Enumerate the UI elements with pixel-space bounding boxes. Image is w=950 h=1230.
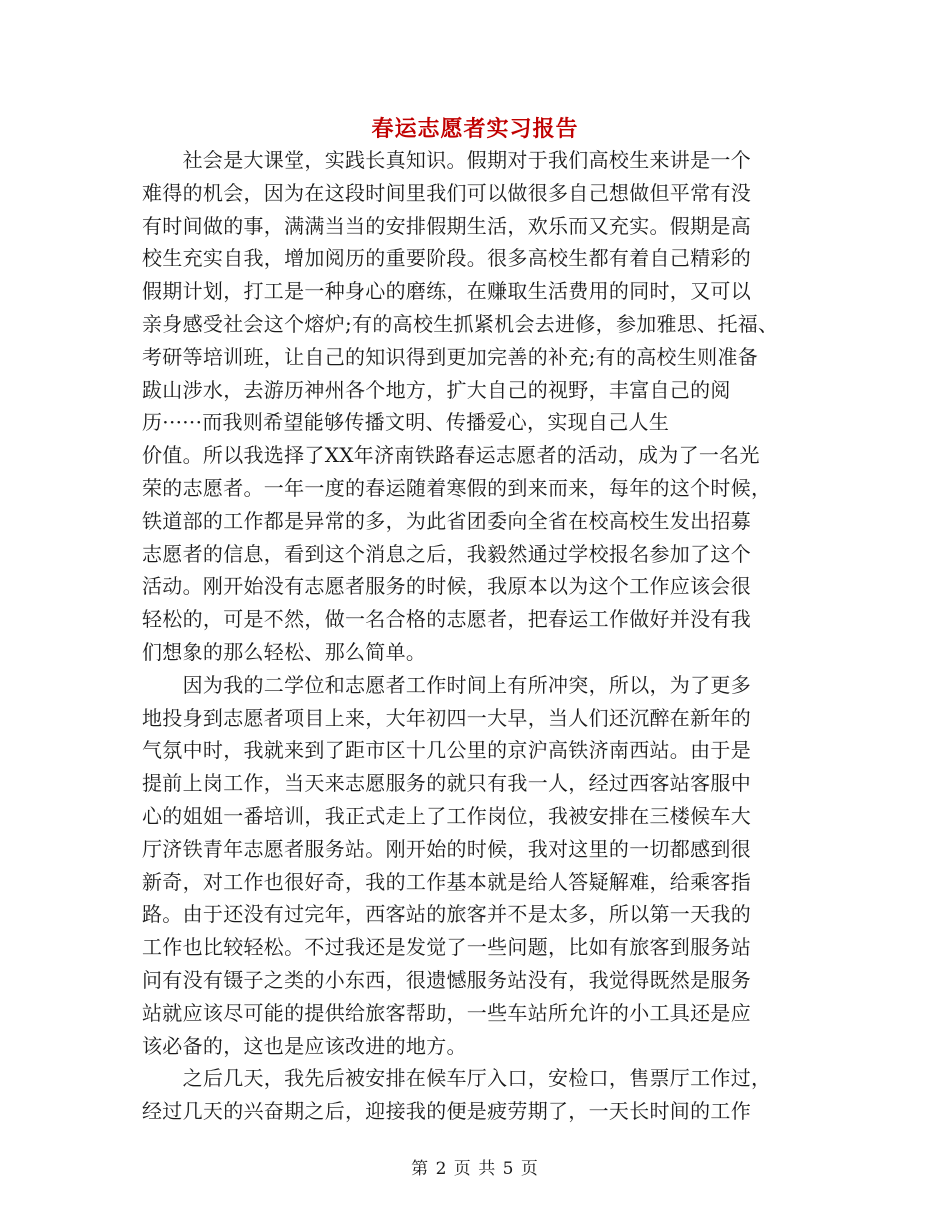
body-line: 有时间做的事，满满当当的安排假期生活，欢乐而又充实。假期是高 [142,213,751,238]
body-line: 之后几天，我先后被安排在候车厅入口，安检口，售票厅工作过， [142,1066,772,1091]
body-line: 志愿者的信息，看到这个消息之后，我毅然通过学校报名参加了这个 [142,541,751,566]
document-title: 春运志愿者实习报告 [371,116,579,142]
body-line: 社会是大课堂，实践长真知识。假期对于我们高校生来讲是一个 [142,148,751,172]
body-line: 地投身到志愿者项目上来，大年初四一大早，当人们还沉醉在新年的 [142,705,751,730]
body-line: 活动。刚开始没有志愿者服务的时候，我原本以为这个工作应该会很 [142,574,751,599]
body-line: 假期计划，打工是一种身心的磨练，在赚取生活费用的同时，又可以 [142,279,751,304]
body-line: 铁道部的工作都是异常的多，为此省团委向全省在校高校生发出招募 [142,508,751,533]
body-line: 经过几天的兴奋期之后，迎接我的便是疲劳期了，一天长时间的工作 [142,1099,751,1124]
body-line: 提前上岗工作，当天来志愿服务的就只有我一人，经过西客站客服中 [142,771,751,796]
body-line: 考研等培训班，让自己的知识得到更加完善的补充;有的高校生则准备 [142,344,759,369]
body-line: 问有没有镊子之类的小东西，很遗憾服务站没有，我觉得既然是服务 [142,967,751,992]
body-line: 心的姐姐一番培训，我正式走上了工作岗位，我被安排在三楼候车大 [142,803,751,828]
body-line: 历······而我则希望能够传播文明、传播爱心，实现自己人生 [142,410,670,435]
body-line: 校生充实自我，增加阅历的重要阶段。很多高校生都有着自己精彩的 [142,246,751,271]
page-footer: 第 2 页 共 5 页 [411,1159,539,1179]
body-line: 路。由于还没有过完年，西客站的旅客并不是太多，所以第一天我的 [142,902,751,927]
body-line: 厅济铁青年志愿者服务站。刚开始的时候，我对这里的一切都感到很 [142,836,751,861]
body-line: 跋山涉水，去游历神州各个地方，扩大自己的视野，丰富自己的阅 [142,377,731,402]
body-line: 轻松的，可是不然，做一名合格的志愿者，把春运工作做好并没有我 [142,607,751,632]
body-line: 新奇，对工作也很好奇，我的工作基本就是给人答疑解难，给乘客指 [142,869,751,894]
body-line: 该必备的，这也是应该改进的地方。 [142,1033,467,1058]
body-line: 工作也比较轻松。不过我还是发觉了一些问题，比如有旅客到服务站 [142,935,751,960]
body-line: 荣的志愿者。一年一度的春运随着寒假的到来而来，每年的这个时候， [142,475,772,500]
body-line: 因为我的二学位和志愿者工作时间上有所冲突，所以，为了更多 [142,672,751,697]
body-line: 亲身感受社会这个熔炉;有的高校生抓紧机会去进修，参加雅思、托福、 [142,311,779,336]
document-body [142,144,822,1128]
body-line: 站就应该尽可能的提供给旅客帮助，一些车站所允许的小工具还是应 [142,1000,751,1025]
body-line: 们想象的那么轻松、那么简单。 [142,639,427,664]
body-line: 价值。所以我选择了XX年济南铁路春运志愿者的活动，成为了一名光 [142,443,760,468]
body-line: 气氛中时，我就来到了距市区十几公里的京沪高铁济南西站。由于是 [142,738,751,763]
body-line: 难得的机会，因为在这段时间里我们可以做很多自己想做但平常有没 [142,180,751,205]
